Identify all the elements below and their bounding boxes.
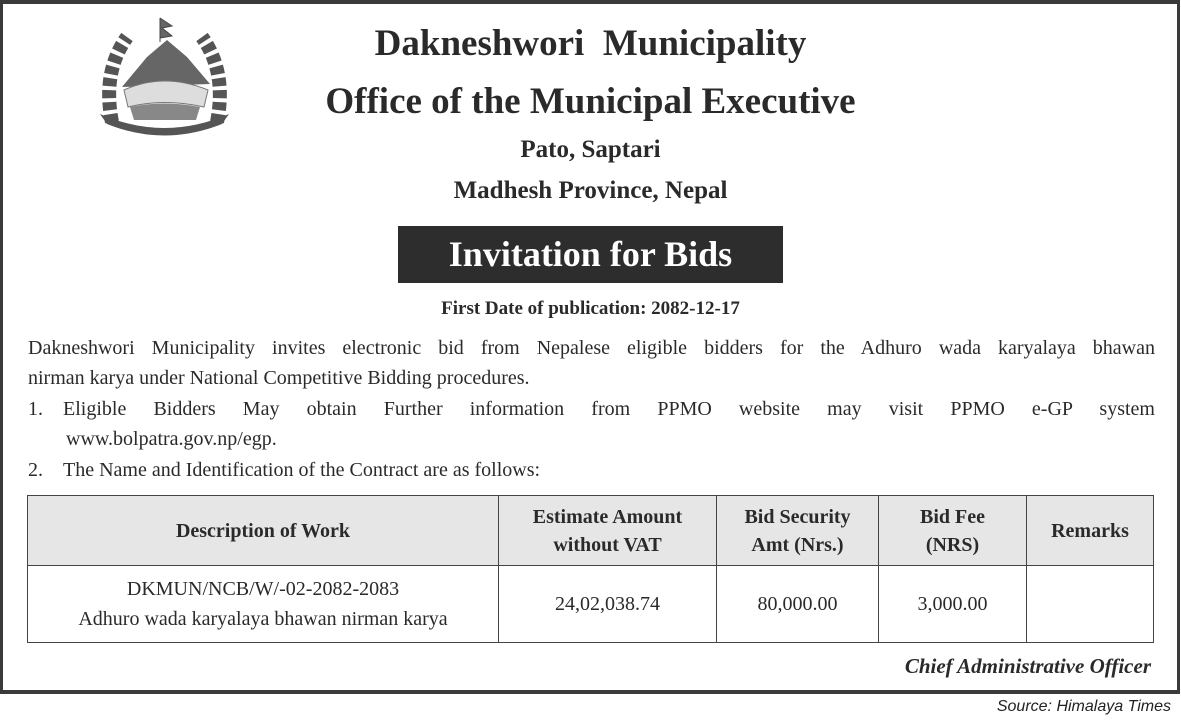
- item-2-line-1: The Name and Identification of the Contract are as follows:: [63, 459, 541, 481]
- header-estimate: Estimate Amount without VAT: [499, 496, 717, 566]
- municipality-title: Dakneshwori Municipality: [374, 23, 807, 64]
- notice-banner: Invitation for Bids: [398, 226, 783, 283]
- signature: Chief Administrative Officer: [904, 654, 1151, 678]
- item-number: 2.: [28, 459, 43, 481]
- cell-description: [28, 566, 499, 643]
- table-header-row: [28, 496, 1154, 566]
- cell-remarks: [1027, 566, 1154, 643]
- cell-bid-fee: 3,000.00: [879, 566, 1027, 643]
- item-number: 1.: [28, 398, 43, 420]
- header-description: Description of Work: [28, 496, 499, 566]
- contract-table: [27, 495, 1154, 643]
- contract-code: DKMUN/NCB/W/-02-2082-2083: [126, 578, 400, 600]
- cell-bid-security: 80,000.00: [717, 566, 879, 643]
- header-remarks: Remarks: [1027, 496, 1154, 566]
- province: Madhesh Province, Nepal: [453, 177, 728, 204]
- header-bid-fee: Bid Fee (NRS): [879, 496, 1027, 566]
- item-1-line-1: Eligible Bidders May obtain Further information from PPMO website may visit PPMO e-GP system: [63, 398, 1155, 420]
- intro-line-1: Dakneshwori Municipality invites electronic bid from Nepalese eligible bidders for the Adhuro wada karyalaya bhawan: [28, 337, 1155, 359]
- intro-line-2: nirman karya under National Competitive Bidding procedures.: [28, 367, 530, 389]
- table-row: [28, 566, 1154, 643]
- office-title: Office of the Municipal Executive: [325, 81, 856, 122]
- contract-name: Adhuro wada karyalaya bhawan nirman karya: [78, 608, 448, 630]
- item-1-link[interactable]: www.bolpatra.gov.np/egp.: [66, 428, 277, 450]
- cell-estimate: 24,02,038.74: [499, 566, 717, 643]
- publication-date: First Date of publication: 2082-12-17: [441, 298, 740, 319]
- header-bid-security: Bid Security Amt (Nrs.): [717, 496, 879, 566]
- address: Pato, Saptari: [520, 136, 661, 163]
- source-credit: Source: Himalaya Times: [996, 698, 1171, 715]
